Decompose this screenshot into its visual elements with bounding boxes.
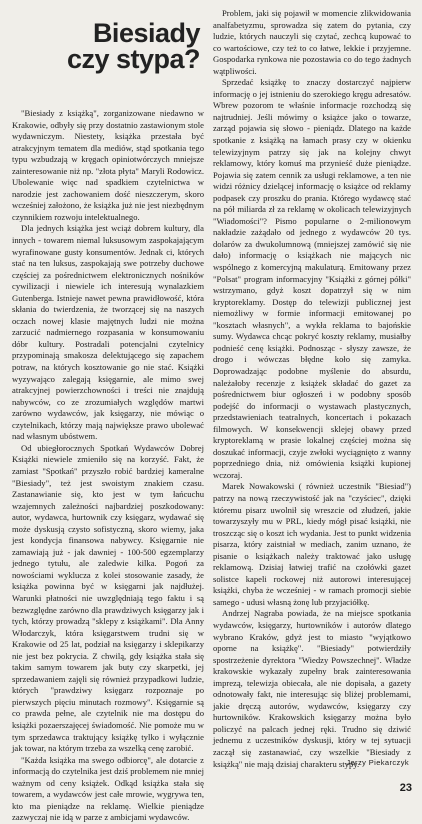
right-column (213, 8, 411, 770)
article-title (67, 20, 200, 72)
left-column (12, 108, 204, 824)
paragraph: Marek Nowakowski ( również uczestnik "Biesiad") patrzy na nową rzeczywistość jak na "czyściec", dzięki któremu pisarz uwolnił się wreszcie od złudzeń, jakie towarzyszyły mu w PRL, kiedy mógł pisać książki, nie troszcząc się o koszt ich wydania. Jest to punkt widzenia pisarza, który zaistniał w mediach, zanim uznano, że pisanie o książkach należy traktować jako usługę reklamową. Dzisiaj łatwiej trafić na czołówki gazet solistce kapeli rockowej niż autorowi interesującej książki, chyba że wcześniej - w ramach promocji siebie samego - udusi własną żonę lub przyjaciółkę. (213, 481, 411, 607)
paragraph: Od ubiegłorocznych Spotkań Wydawców Dobrej Książki niewiele zmieniło się na korzyść. Fakt, że zamiast "Spotkań" przyszło robić bardziej kameralne "Biesiady", też jest swoistym znakiem czasu. Zastanawianie się, kto jest w tym łańcuchu wzajemnych zależności najbardziej poszkodowany: autor, wydawca, hurtownik czy księgarz, wydawać się może dyskusją czysto sofistyczną, skoro wiemy, jaka jest kondycja finansowa nabywcy. Księgarnie nie zamawiają już - jak dawniej - 100-500 egzemplarzy jednego tytułu, ale zaledwie kilka. Pogoń za nowościami wyklucza z kolei stosowanie zasady, że książka powinna być w księgarni jak najdłużej. Warunki płatności nie uwzględniają tego faktu i są bezwzględne zarówno dla prawdziwych księgarzy jak i tych, którzy prowadzą "sklepy z książkami". Dla Anny Włodarczyk, która księgarstwem trudni się w Krakowie od 25 lat, podział na księgarzy i sklepikarzy nie jest bez pokrycia. Z chwilą, gdy książka stała się takim samym towarem jak buty czy skarpetki, jej sprzedawaniem zajęli się również przypadkowi ludzie, których "prawdziwy księgarz rozpoznaje po pierwszych pięciu minutach rozmowy". Księgarnie są co prawda pełne, ale czytelnik nie ma dostępu do książki pozaerszajęcej świadomość. Nie pomoże mu w tym sprzedawca traktujący książkę tylko i wyłącznie jak towar, na którym trzeba za wszelką cenę zarobić. (12, 442, 204, 754)
author-byline: Jerzy Piekarczyk (346, 758, 409, 767)
paragraph: Problem, jaki się pojawił w momencie zlikwidowania analfabetyzmu, sprowadza się zatem do pytania, czy ludzie, których nauczyli się czytać, zechcą kupować to co wartościowe, czy też to co łatwe, lekkie i przyjemne. Gospodarka rynkowa nie pozostawia co do tego żadnych wątpliwości. (213, 8, 411, 76)
title-line-1: Biesiady (92, 18, 200, 48)
page-number: 23 (399, 782, 412, 794)
title-line-2: czy stypa? (66, 44, 200, 74)
paragraph: "Biesiady z książką", zorganizowane niedawno w Krakowie, odbyły się przy dostatnio zastawionym stole wydawniczym. Niestety, książka przestała być atrakcyjnym tematem dla mediów, stąd spotkania tego typu wzbudzają w kręgach opiniotwórczych mniejsze zainteresowanie niż np. "złota płyta" Maryli Rodowicz. Ubolewanie więc nad spadkiem czytelnictwa w narodzie jest zachowaniem dość nieszczerym, skoro wcześniej założono, że książka już nie jest niezbędnym czynnikiem rozwoju intelektualnego. (12, 108, 204, 222)
paragraph: Dla jednych książka jest wciąż dobrem kultury, dla innych - towarem niemal luksusowym zaspokajającym wyrafinowane gusty konsumentów. Jednak ci, których stać na ten luksus, zaspokajają swe potrzeby duchowe częściej za pośrednictwem elektronicznych nośników cywilizacji i niewiele ich interesują wynalazkiem Gutenberga. Istnieje nawet pewna prawidłowość, która skłania do twierdzenia, że tworzącej się na naszych oczach nowej klasie majętnych ludzi nie można zarzucić nadmiernego rozpasania w konsumowaniu dóbr kultury. Postradali potencjalni czytelnicy przypominają smakosza delektującego się zapachem potraw, na których kosztowanie go nie stać. Książki wyzywająco zalegają księgarnie, ale mimo swej atrakcyjnej powierzchowności i treści nie znajdują nabywców, co ze zrozumiałych względów martwi zarówno wydawców, jak księgarzy, nie mówiąc o czytelnikach, którzy mają największe prawo ubolewać nad własnym ubóstwem. (12, 223, 204, 442)
paragraph: Andrzej Nagraba powiada, że na miejsce spotkania wydawców, księgarzy, hurtowników i autorów dlatego wybrano Kraków, gdyż jest to miasto "wyjątkowo oporne na książkę". "Biesiady" potwierdziły spostrzeżenie dyrektora "Wiedzy Powszechnej". Władze krakowskie wykazały zupełny brak zainteresowania imprezą, telewizja obiecała, ale nie dopisała, a gazety odnotowały fakt, nie interesując się bliżej problemami, jakie dręczą autorów, wydawców, księgarzy czy hurtowników. Krakowskich księgarzy można było policzyć na palcach jednej ręki. Trudno się dziwić jednemu z uczestników dyskusji, który w tej sytuacji zaczął się zastanawiać, czy wszelkie "Biesiady z książką" nie mają dzisiaj charakteru stypy. (213, 608, 411, 769)
paragraph: "Każda książka ma swego odbiorcę", ale dotarcie z informacją do czytelnika jest dziś problemem nie mniej ważnym od ceny książek. Odkąd książka stała się towarem, a wydawców jest całe mrowie, wygrywa ten, kto ma pieniądze na reklamę. Wielkie pieniądze zazwyczaj nie idą w parze z ambicjami wydawców. (12, 754, 204, 823)
paragraph: Sprzedać książkę to znaczy dostarczyć najpierw informację o jej istnieniu do szerokiego kręgu adresatów. Wbrew pozorom te właśnie informacje rozchodzą się najtrudniej. Jeśli mówimy o książce jako o towarze, zarząd pojawia się słowo - pieniądz. Dlatego na każde spotkanie z książką na łamach prasy czy w okienku telewizyjnym patrzy się jak na kolejny chwyt reklamowy, który komuś ma przynieść duże pieniądze. Pojawia się zatem cennik za usługi reklamowe, a ten nie widzi różnicy dzielącej informację o książce od reklamy podpasek czy proszku do prania. Którego wydawcę stać na pół miliarda zł za reklamę w okolicach telewizyjnych "Wiadomości"? Pismo popularne o 2-milionowym nakładzie zażądało od jednego z wydawców 20 tys. dolarów za dwukolumnową (mniejszej zamówić się nie dało) informację o książkach nie mających nic wspólnego z komercyjną makulaturą. Emitowany przez "Polsat" program informacyjny "Książki z górnej półki" wstrzymano, gdyż koszt dopatrzył się w nim kryptoreklamy. Dostęp do telewizji publicznej jest niemożliwy w formie informacji emitowanej po "kosztach własnych", a wykła reklama to bajońskie sumy. Wydawca chcąc pokryć koszty reklamy, musiałby podnieść cenę książki. Podnosząc - słyszy zawsze, że drogo i wówczas błędne koło się zamyka. Doprowadzając podobne myślenie do absurdu, należałoby recenzje z książek składać do gazet za pośrednictwem biur ogłoszeń i w podobny sposób podejść do informacji o wystawach plastycznych, przedstawieniach teatralnych, koncertach i pokazach filmowych. W konsekwencji sklejej obawy przed kryptoreklamą w prasie lokalnej częściej można się doszukać informacji, czyje zwłoki wyciągnięto z wanny poprzedniego dnia, niż omówienia książki kupionej wczoraj. (213, 77, 411, 480)
